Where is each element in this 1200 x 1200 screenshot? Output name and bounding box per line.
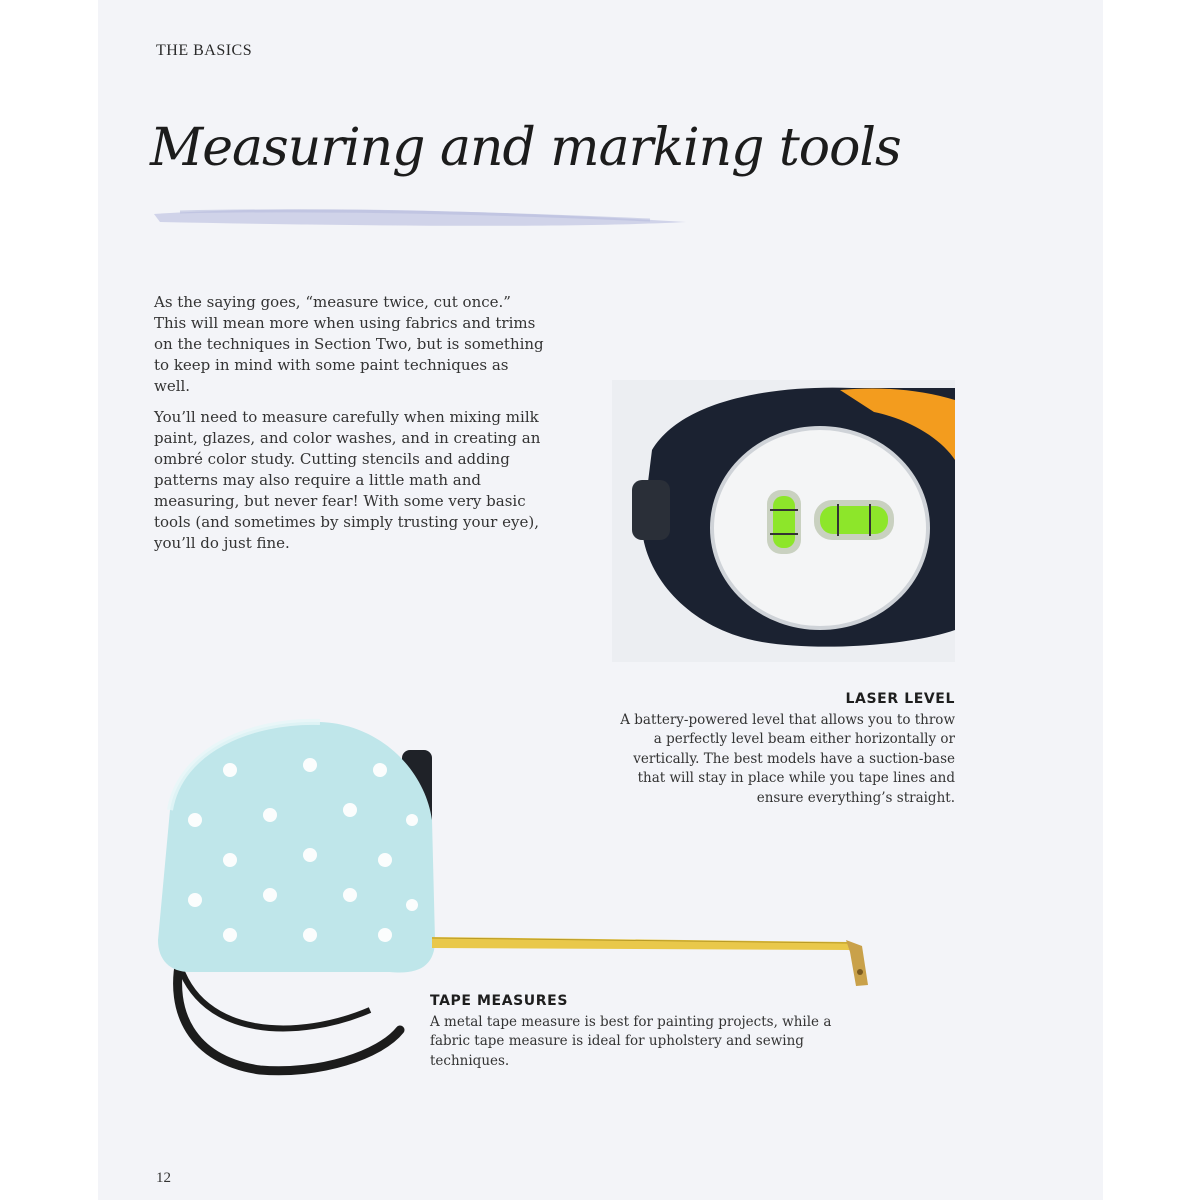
intro-text — [154, 292, 546, 564]
brush-stroke-decoration — [150, 200, 690, 230]
intro-paragraph-2: You’ll need to measure carefully when mixing milk paint, glazes, and color washes, and in creating an ombré color study. Cutting stencils and adding patterns may also require a little math and measuring, but never fear! With some very basic tools (and sometimes by simply trusting your eye), you’ll do just fine. — [154, 408, 541, 552]
laser-level-description: A battery-powered level that allows you to throw a perfectly level beam either horizontally or vertically. The best models have a suction-base that will stay in place while you tape lines and ensure everything’s straight. — [620, 711, 955, 806]
tape-measures-caption — [430, 992, 870, 1071]
tape-measures-description: A metal tape measure is best for painting projects, while a fabric tape measure is ideal for upholstery and sewing techniques. — [430, 1013, 832, 1069]
intro-paragraph-1: As the saying goes, “measure twice, cut once.” This will mean more when using fabrics and trims on the techniques in Section Two, but is something to keep in mind with some paint techniques as well. — [154, 293, 544, 395]
laser-level-heading: LASER LEVEL — [845, 691, 955, 707]
page-title: Measuring and marking tools — [150, 118, 901, 178]
page-number: 12 — [156, 1170, 171, 1186]
laser-level-image — [612, 380, 955, 662]
section-label: THE BASICS — [156, 42, 253, 59]
tape-measures-heading: TAPE MEASURES — [430, 993, 569, 1009]
